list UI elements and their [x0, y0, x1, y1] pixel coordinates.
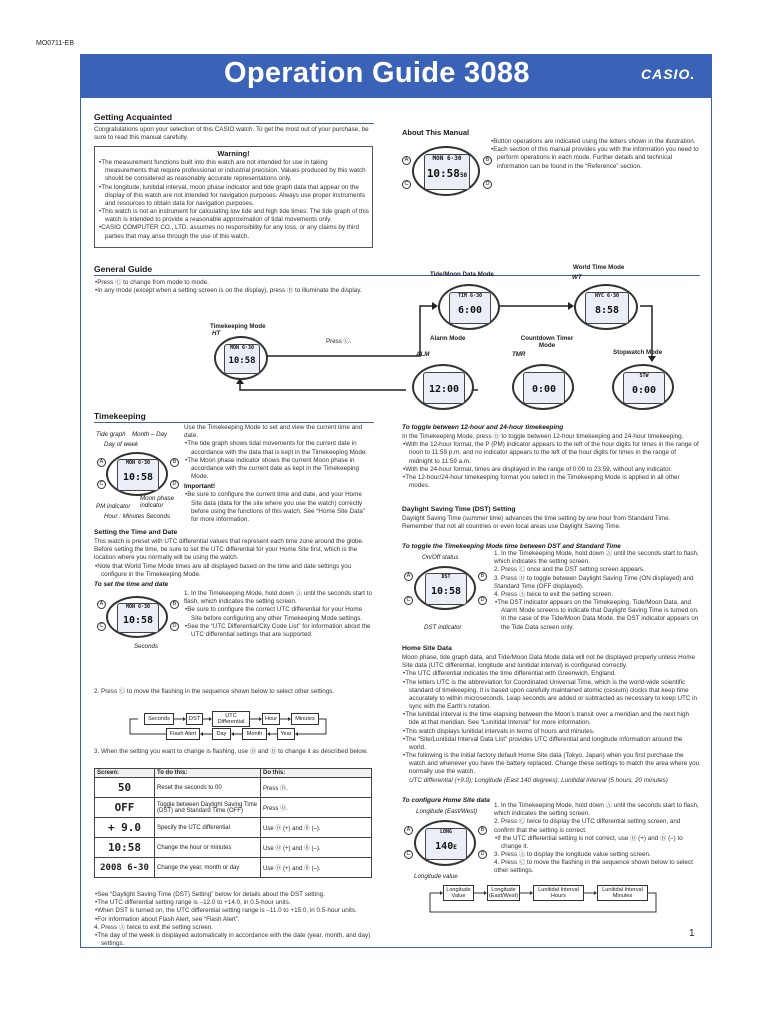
button-d-icon: D: [170, 622, 179, 631]
important-item: • Be sure to configure the current time and date, and your Home Site data (data for the site where you use the watch) correctly before using the functions of this watch. See “Home Site Data” for more information.: [184, 491, 374, 524]
setting-time-text: This watch is preset with UTC differential values that represent each time zone around the globe. Before setting the time, be sure to set the UTC differential for your Home Site first, which is the location where you normally will be using the watch.: [94, 538, 364, 562]
hour-minutes-seconds-label: Hour : Minutes Seconds: [104, 513, 171, 520]
button-b-icon: B: [478, 572, 487, 581]
hour-format-item: • The 12-hour/24-hour timekeeping format you select in the Timekeeping Mode is applied in all other modes.: [402, 474, 700, 490]
lcd-time: 8:58: [594, 305, 620, 316]
home-site-step-item: • If the UTC differential setting is not correct, use Ⓓ (+) and Ⓑ (–) to change it.: [494, 835, 700, 851]
do-cell: Press Ⓓ.: [261, 798, 372, 818]
moon-phase-label: Moon phase indicator: [140, 495, 175, 509]
lcd-east-west: E: [453, 844, 457, 851]
hour-format-heading: To toggle between 12-hour and 24-hour timekeeping: [402, 424, 564, 431]
todo-cell: Specify the UTC differential: [155, 818, 261, 838]
warning-title: Warning!: [217, 149, 250, 158]
world-time-mode-label: World Time Mode: [573, 264, 625, 271]
todo-cell: Reset the seconds to 00: [155, 778, 261, 798]
button-d-icon: D: [170, 480, 179, 489]
pm-indicator-label: PM indicator: [96, 503, 131, 510]
dst-toggle-heading: To toggle the Timekeeping Mode time between DST and Standard Time: [402, 543, 621, 550]
home-seq-longitude-value: Longitude Value: [443, 885, 474, 901]
stopwatch-mode-label: Stopwatch Mode: [613, 349, 663, 356]
home-site-item: • This watch displays lunitidal intervals in terms of hours and minutes.: [402, 728, 700, 736]
lcd-time: 6:00: [457, 305, 483, 316]
lcd-top-line: NYC 6·30: [594, 293, 620, 299]
longitude-value-label: Longitude value: [414, 873, 458, 880]
button-b-icon: B: [483, 156, 492, 165]
timekeeping-item: • The Moon phase indicator shows the current Moon phase in accordance with the current date as kept in the Timekeeping Mode.: [184, 457, 374, 482]
lcd-time: 0:00: [531, 384, 557, 395]
button-a-icon: A: [97, 458, 106, 467]
home-site-step: 2. Press Ⓒ twice to display the UTC differential setting screen, and confirm that the setting is correct.: [494, 818, 681, 834]
longitude-ew-label: Longitude (East/West): [416, 808, 478, 815]
timekeeping-item: • The tide graph shows tidal movements for the current date in accordance with the data that is kept in the Timekeeping Mode.: [184, 440, 374, 456]
seq-year: Year: [277, 728, 295, 740]
ht-tag: HT: [212, 330, 221, 337]
lcd-top-line: MON 6·30: [229, 345, 255, 351]
page-number: 1: [689, 928, 695, 939]
lcd-top-line: LONG: [439, 829, 453, 835]
home-site-text: Moon phase, tide graph data, and Tide/Moon Data Mode data will not be displayed properly unless Home Site data (UTC differential, longitude and lunitidal interval) is configured correctly.: [402, 654, 695, 670]
button-d-icon: D: [483, 180, 492, 189]
do-cell: Press Ⓓ.: [261, 778, 372, 798]
todo-cell: Toggle between Daylight Saving Time (DST) and Standard Time (OFF): [155, 798, 261, 818]
button-d-icon: D: [478, 850, 487, 859]
home-site-item: • The lunitidal interval is the time elapsing between the Moon’s transit over a meridian and the next high tide at that meridian. See “Lunitidal Interval” for more information.: [402, 711, 700, 727]
lcd-top-line: STW: [639, 373, 649, 379]
after-table-item: • When DST is turned on, the UTC differential setting range is –11.0 to +15.0, in 0.5-hour units.: [94, 907, 374, 915]
configure-home-site-heading: To configure Home Site data: [402, 797, 490, 804]
button-a-icon: A: [402, 156, 411, 165]
button-b-icon: B: [478, 826, 487, 835]
dst-step: 4. Press Ⓐ twice to exit the setting screen.: [494, 590, 613, 598]
todo-cell: Change the year, month or day: [155, 858, 261, 878]
getting-acquainted-intro: Congratulations upon your selection of this CASIO watch. To get the most out of your purchase, be sure to read this manual carefully.: [94, 126, 369, 142]
seq-utc: UTC Differential: [212, 711, 250, 727]
document-id: MO0711-EB: [36, 40, 74, 47]
button-c-icon: C: [97, 480, 106, 489]
button-c-icon: C: [97, 622, 106, 631]
table-header: Screen:: [95, 769, 155, 778]
lcd-time: 10:58: [122, 472, 154, 483]
home-site-defaults: UTC differential (+9.0); Longitude (East 140 degrees); Lunitidal interval (5 hours, 20 minutes): [409, 776, 668, 784]
warning-item: • CASIO COMPUTER CO., LTD. assumes no responsibility for any loss, or any claims by third parties that may arise through the use of this watch.: [98, 224, 369, 240]
screen-cell: OFF: [95, 798, 155, 818]
home-site-item: • The following is the initial factory default Home Site data (Tokyo, Japan) when you first purchase the watch and whenever you have the battery replaced. Change these settings to match the area where you normally use the watch.: [402, 752, 700, 777]
step1-text: 1. In the Timekeeping Mode, hold down Ⓐ until the seconds start to flash, which indicates the setting screen.: [184, 590, 372, 606]
lcd-time: 10:58: [430, 586, 462, 597]
home-seq-lunitidal-hours: Lunitidal Interval Hours: [533, 885, 584, 901]
timekeeping-heading: Timekeeping: [94, 411, 146, 421]
tide-moon-mode-label: Tide/Moon Data Mode: [430, 271, 494, 278]
hour-format-text: In the Timekeeping Mode, press Ⓓ to toggle between 12-hour timekeeping and 24-hour timekeeping.: [402, 433, 684, 440]
lcd-top-line: MON 6·30: [125, 460, 151, 466]
lcd-time: 10:58: [426, 167, 460, 180]
alarm-mode-label: Alarm Mode: [430, 335, 466, 342]
step4-item: • The day of the week is displayed automatically in accordance with the date (year, month, and day) settings.: [94, 932, 374, 948]
about-manual-item: • Button operations are indicated using the letters shown in the illustration.: [490, 138, 700, 146]
seconds-label: Seconds: [134, 643, 159, 650]
lcd-seconds: 50: [459, 172, 468, 179]
after-table-item: • See “Daylight Saving Time (DST) Setting” below for details about the DST setting.: [94, 891, 374, 899]
button-c-icon: C: [402, 180, 411, 189]
dst-indicator-label: DST indicator: [424, 624, 462, 631]
general-guide-heading: General Guide: [94, 264, 153, 274]
lcd-top-line: DST: [441, 574, 451, 580]
screen-cell: + 9.0: [95, 818, 155, 838]
after-table-item: • The UTC differential setting range is –12.0 to +14.0, in 0.5-hour units.: [94, 899, 374, 907]
home-site-step: 1. In the Timekeeping Mode, hold down Ⓐ until the seconds start to flash, which indicates the setting screen.: [494, 802, 699, 818]
button-b-icon: B: [170, 600, 179, 609]
getting-acquainted-heading: Getting Acquainted: [94, 112, 173, 122]
setting-time-heading: Setting the Time and Date: [94, 529, 178, 536]
seq-minutes: Minutes: [291, 713, 319, 725]
brand-logo: CASIO.: [641, 66, 696, 82]
seq-hour: Hour: [262, 713, 280, 725]
general-guide-item: • In any mode (except when a setting screen is on the display), press Ⓑ to illuminate the display.: [94, 287, 374, 295]
lcd-longitude: 140: [435, 841, 454, 852]
dst-heading: Daylight Saving Time (DST) Setting: [402, 506, 516, 513]
seq-dst: DST: [186, 713, 203, 725]
do-cell: Use Ⓓ (+) and Ⓑ (–).: [261, 838, 372, 858]
dst-text: Daylight Saving Time (summer time) advances the time setting by one hour from Standard Time. Remember that not all countries or even local areas use Daylight Saving Time.: [402, 515, 671, 531]
home-site-item: • The UTC differential indicates the time differential with Greenwich, England.: [402, 670, 700, 678]
timekeeping-mode-label: Timekeeping Mode: [210, 323, 266, 330]
button-c-icon: C: [404, 596, 413, 605]
do-cell: Use Ⓓ (+) and Ⓑ (–).: [261, 818, 372, 838]
screen-cell: 10:58: [95, 838, 155, 858]
lcd-top-line: MON 6·30: [432, 155, 462, 162]
screen-cell: 2008 6-30: [95, 858, 155, 878]
lcd-time: 10:58: [122, 615, 154, 626]
lcd-time: 0:00: [631, 385, 657, 396]
lcd-time: 12:00: [428, 384, 460, 395]
about-manual-item: • Each section of this manual provides you with the information you need to perform operations in each mode. Further details and technical information can be found in the “Reference” section.: [490, 146, 700, 171]
lcd-top-line: TIM 6·30: [457, 293, 483, 299]
table-header: To do this:: [155, 769, 261, 778]
button-b-icon: B: [170, 458, 179, 467]
on-off-status-label: On/Off status: [422, 554, 459, 561]
home-seq-longitude-ew: Longitude (East/West): [488, 886, 519, 899]
after-table-item: • For information about Flash Alert, see “Flash Alert”.: [94, 916, 374, 924]
month-day-label: Month – Day: [132, 431, 168, 438]
lcd-time: 10:58: [228, 356, 256, 366]
seq-day: Day: [212, 728, 231, 740]
home-site-item: • The letters UTC is the abbreviation for Coordinated Universal Time, which is the world-wide scientific standard of timekeeping. It is based upon carefully maintained atomic (cesium) clocks that keep time accurately to within microseconds. Leap seconds are added or subtracted as necessary to keep UTC in sync with the Earth’s rotation.: [402, 679, 700, 712]
step2-text: 2. Press Ⓒ to move the flashing in the sequence shown below to select other settings.: [94, 688, 335, 695]
dst-item: • The DST indicator appears on the Timekeeping, Tide/Moon Data, and Alarm Mode screens to indicate that Daylight Saving Time is turned on. In the case of the Tide/Moon Data Mode, the DST indicator appears on the Tide Data screen only.: [494, 599, 700, 632]
dst-step: 1. In the Timekeeping Mode, hold down Ⓐ until the seconds start to flash, which indicates the setting screen.: [494, 550, 699, 566]
alm-tag: ALM: [416, 351, 430, 358]
setting-time-note: • Note that World Time Mode times are all displayed based on the time and date settings you configure in the Timekeeping Mode.: [94, 563, 374, 579]
day-of-week-label: Day of week: [104, 441, 139, 448]
home-site-step: 3. Press Ⓐ to display the longitude value setting screen.: [494, 851, 651, 859]
button-a-icon: A: [97, 600, 106, 609]
button-c-icon: C: [404, 850, 413, 859]
step1-item: • See the “UTC Differential/City Code List” for information about the UTC differential settings that are supported.: [184, 623, 374, 639]
tide-graph-label: Tide graph: [96, 431, 126, 438]
warning-item: • The measurement functions built into this watch are not intended for use in taking measurements that require professional or industrial precision. Values produced by this watch should be considered as reasonably accurate representations only.: [98, 159, 369, 184]
seq-seconds: Seconds: [144, 713, 174, 725]
tmr-tag: TMR: [512, 351, 526, 358]
to-set-heading: To set the time and date: [94, 581, 169, 588]
general-guide-item: • Press Ⓒ to change from mode to mode.: [94, 279, 374, 287]
step4-text: 4. Press Ⓐ twice to exit the setting screen.: [94, 923, 213, 931]
home-seq-lunitidal-minutes: Lunitidal Interval Minutes: [597, 885, 648, 901]
press-c-label: Press Ⓒ.: [326, 338, 352, 345]
home-site-item: • The “Site/Lunitidal Interval Data List” provides UTC differential and longitude information around the world.: [402, 736, 700, 752]
button-d-icon: D: [478, 596, 487, 605]
countdown-mode-label: Countdown Timer Mode: [520, 335, 574, 350]
hour-format-item: • With the 24-hour format, times are displayed in the range of 0:00 to 23:59, without any indicator.: [402, 466, 700, 474]
dst-step: 2. Press Ⓒ once and the DST setting screen appears.: [494, 566, 645, 574]
button-a-icon: A: [404, 826, 413, 835]
about-manual-heading: About This Manual: [402, 128, 470, 137]
hour-format-item: • With the 12-hour format, the P (PM) indicator appears to the left of the hour digits for times in the range of noon to 11:59 p.m. and no indicator appears to the left of the hour digits for times in the range of midnight to 11:59 a.m.: [402, 441, 700, 466]
page-title: Operation Guide 3088: [224, 57, 530, 89]
step1-item: • Be sure to configure the correct UTC differential for your Home Site before configuring any other Timekeeping Mode settings.: [184, 606, 374, 622]
table-header: Do this:: [261, 769, 372, 778]
seq-flash-alert: Flash Alert: [166, 728, 200, 740]
lcd-top-line: MON 6·30: [125, 604, 151, 610]
dst-step: 3. Press Ⓓ to toggle between Daylight Saving Time (ON displayed) and Standard Time (OFF displayed).: [494, 574, 694, 590]
screen-cell: 50: [95, 778, 155, 798]
warning-item: • This watch is not an instrument for calculating low tide and high tide times. The tide graph of this watch is intended to provide a reasonable approximation of tidal movements only.: [98, 208, 369, 224]
seq-month: Month: [242, 728, 267, 740]
important-title: Important!: [184, 483, 216, 491]
button-a-icon: A: [404, 572, 413, 581]
home-site-step: 4. Press Ⓒ to move the flashing in the sequence shown below to select other settings.: [494, 859, 693, 875]
home-site-heading: Home Site Data: [402, 645, 452, 652]
warning-item: • The longitude, lunitidal interval, moon phase indicator and tide graph data that appear on the display of this watch are not intended for navigation purposes. Always use proper instruments and resources to obtain data for navigation purposes.: [98, 184, 369, 209]
timekeeping-intro: Use the Timekeeping Mode to set and view the current time and date.: [184, 424, 363, 440]
do-cell: Use Ⓓ (+) and Ⓑ (–).: [261, 858, 372, 878]
step3-text: 3. When the setting you want to change is flashing, use Ⓓ and Ⓑ to change it as described below.: [94, 748, 368, 755]
todo-cell: Change the hour or minutes: [155, 838, 261, 858]
wt-tag: WT: [572, 274, 582, 281]
